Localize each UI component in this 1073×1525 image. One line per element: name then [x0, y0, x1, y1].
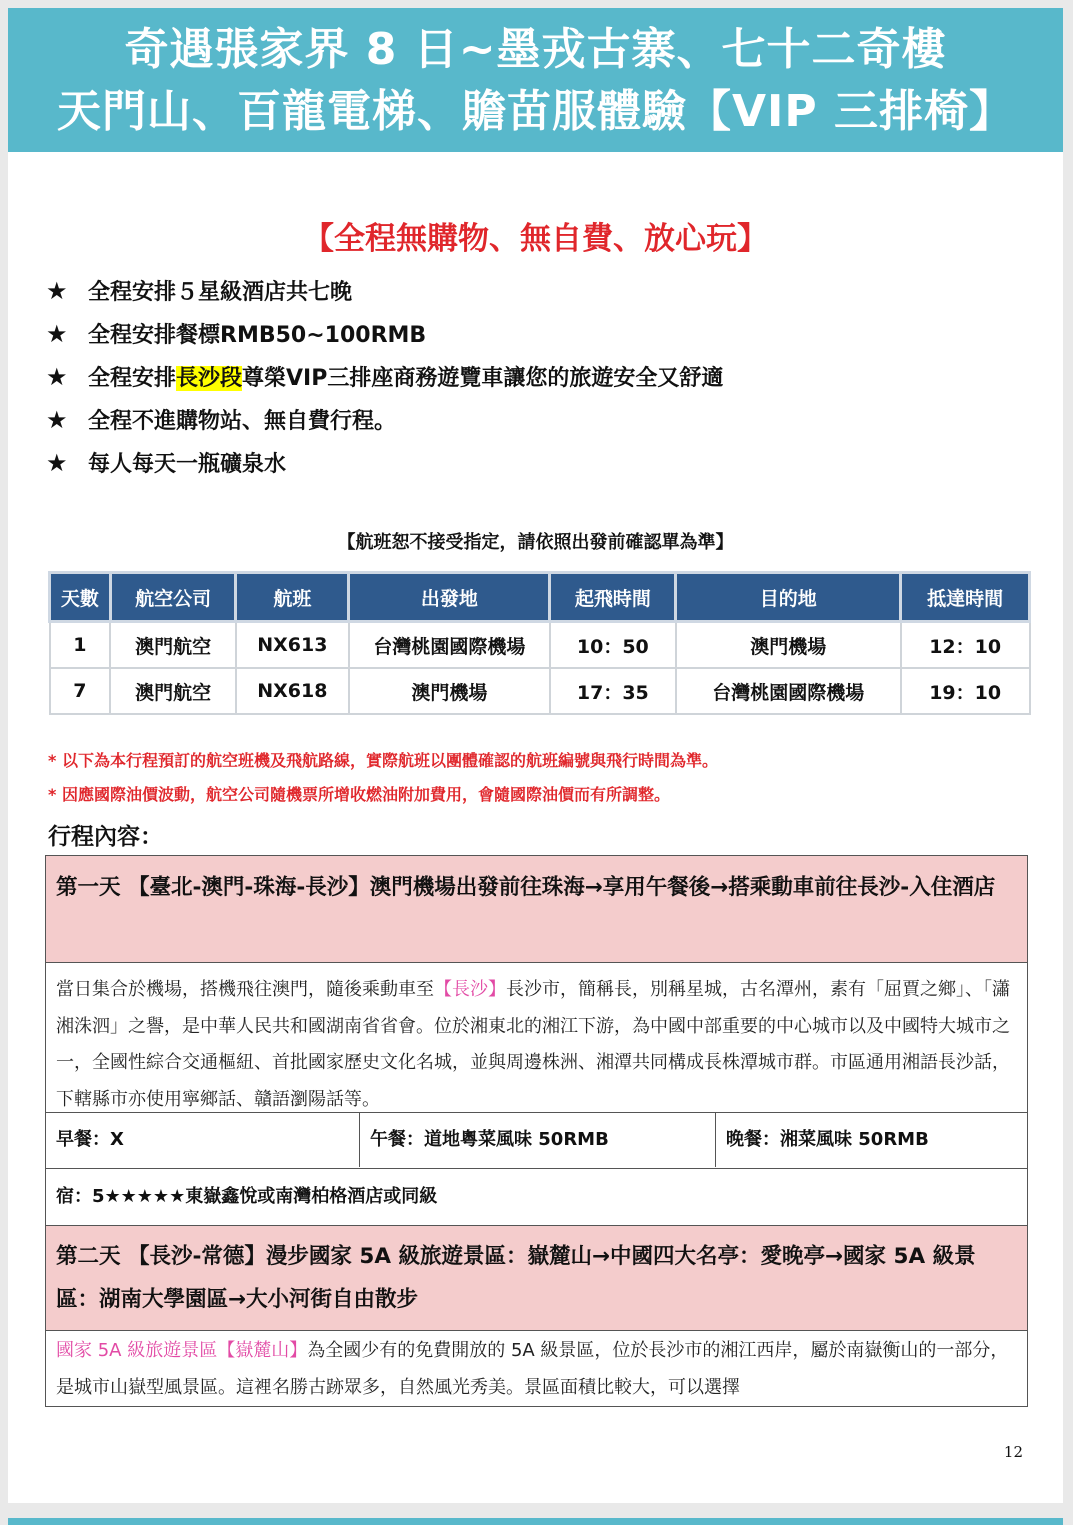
lunch: 午餐：道地粵菜風味 50RMB: [360, 1113, 716, 1167]
star-icon: ★: [46, 363, 68, 391]
title-line-1: 奇遇張家界 8 日~墨戎古寨、七十二奇樓: [124, 24, 947, 75]
itinerary-title: 行程內容：: [48, 824, 163, 850]
table-cell: 台灣桃園國際機場: [676, 668, 901, 714]
day2-heading: 第二天 【長沙-常德】漫步國家 5A 級旅遊景區：嶽麓山→中國四大名亭：愛晚亭→國家 5A 級景區：湖南大學園區→大小河街自由散步: [45, 1225, 1028, 1331]
day1-heading: 第一天 【臺北-澳門-珠海-長沙】澳門機場出發前往珠海→享用午餐後→搭乘動車前往長沙-入住酒店: [45, 855, 1028, 963]
column-header: 出發地: [349, 573, 550, 622]
feature-item: ★ 全程安排餐標RMB50~100RMB: [46, 313, 723, 356]
page-number: 12: [1003, 1443, 1023, 1461]
table-cell: 台灣桃園國際機場: [349, 622, 550, 669]
flight-disclaimer: * 以下為本行程預訂的航空班機及飛航路線，實際航班以團體確認的航班編號與飛行時間為準。: [48, 751, 718, 770]
document-page: [8, 8, 1063, 1503]
dinner: 晚餐：湘菜風味 50RMB: [726, 1129, 929, 1150]
feature-list: [46, 270, 723, 485]
column-header: 航班: [236, 573, 349, 622]
table-cell: NX618: [236, 668, 349, 714]
next-page-edge: [8, 1518, 1063, 1525]
table-cell: 19：10: [901, 668, 1030, 714]
column-header: 航空公司: [110, 573, 236, 622]
table-header-row: [50, 573, 1030, 622]
table-cell: NX613: [236, 622, 349, 669]
table-cell: 12：10: [901, 622, 1030, 669]
highlight-attraction: 國家 5A 級旅遊景區【嶽麓山】: [56, 1340, 308, 1361]
fuel-disclaimer: * 因應國際油價波動，航空公司隨機票所增收燃油附加費用，會隨國際油價而有所調整。: [48, 785, 670, 804]
day1-hotel: 宿：5★★★★★東嶽鑫悅或南灣柏格酒店或同級: [45, 1169, 1028, 1227]
promo-heading: 【全程無購物、無自費、放心玩】: [303, 221, 768, 257]
feature-item: ★ 全程安排長沙段尊榮VIP三排座商務遊覽車讓您的旅遊安全又舒適: [46, 356, 723, 399]
highlight-city: 【長沙】: [434, 979, 506, 1000]
table-cell: 澳門機場: [349, 668, 550, 714]
star-icon: ★: [46, 277, 68, 305]
feature-item: ★ 全程不進購物站、無自費行程。: [46, 399, 723, 442]
day1-description: 當日集合於機場，搭機飛往澳門，隨後乘動車至【長沙】長沙市，簡稱長，別稱星城，古名潭州，素有「屈賈之鄉」、「瀟湘洙泗」之譽，是中華人民共和國湖南省省會。位於湘東北的湘江下游，為中國中部重要的中心城市以及中國特大城市之一，全國性綜合交通樞紐、首批國家歷史文化名城，並與周邊株洲、湘潭共同構成長株潭城市群。市區通用湘語長沙話，下轄縣市亦使用寧鄉話、贛語瀏陽話等。: [45, 963, 1028, 1113]
flight-table: [48, 571, 1031, 715]
breakfast: 早餐：X: [46, 1113, 360, 1167]
column-header: 抵達時間: [901, 573, 1030, 622]
day2-description: 國家 5A 級旅遊景區【嶽麓山】為全國少有的免費開放的 5A 級景區，位於長沙市的湘江西岸，屬於南嶽衡山的一部分，是城市山嶽型風景區。這裡名勝古跡眾多，自然風光秀美。景區面積比較大，可以選擇: [45, 1331, 1028, 1407]
table-cell: 1: [50, 622, 111, 669]
feature-item: ★ 全程安排５星級酒店共七晚: [46, 270, 723, 313]
table-cell: 澳門機場: [676, 622, 901, 669]
table-cell: 澳門航空: [110, 622, 236, 669]
flight-note: 【航班恕不接受指定，請依照出發前確認單為準】: [337, 532, 734, 553]
day1-meals: [45, 1113, 1028, 1169]
title-banner: [8, 8, 1063, 152]
table-row: [50, 668, 1030, 714]
feature-item: ★ 每人每天一瓶礦泉水: [46, 442, 723, 485]
star-icon: ★: [46, 406, 68, 434]
star-icon: ★: [46, 449, 68, 477]
highlighted-text: 長沙段: [176, 366, 243, 391]
title-line-2: 天門山、百龍電梯、贍苗服體驗【VIP 三排椅】: [57, 86, 1014, 137]
table-cell: 17：35: [550, 668, 676, 714]
table-cell: 7: [50, 668, 111, 714]
table-cell: 澳門航空: [110, 668, 236, 714]
table-cell: 10：50: [550, 622, 676, 669]
table-row: [50, 622, 1030, 669]
column-header: 目的地: [676, 573, 901, 622]
star-icon: ★: [46, 320, 68, 348]
column-header: 起飛時間: [550, 573, 676, 622]
column-header: 天數: [50, 573, 111, 622]
